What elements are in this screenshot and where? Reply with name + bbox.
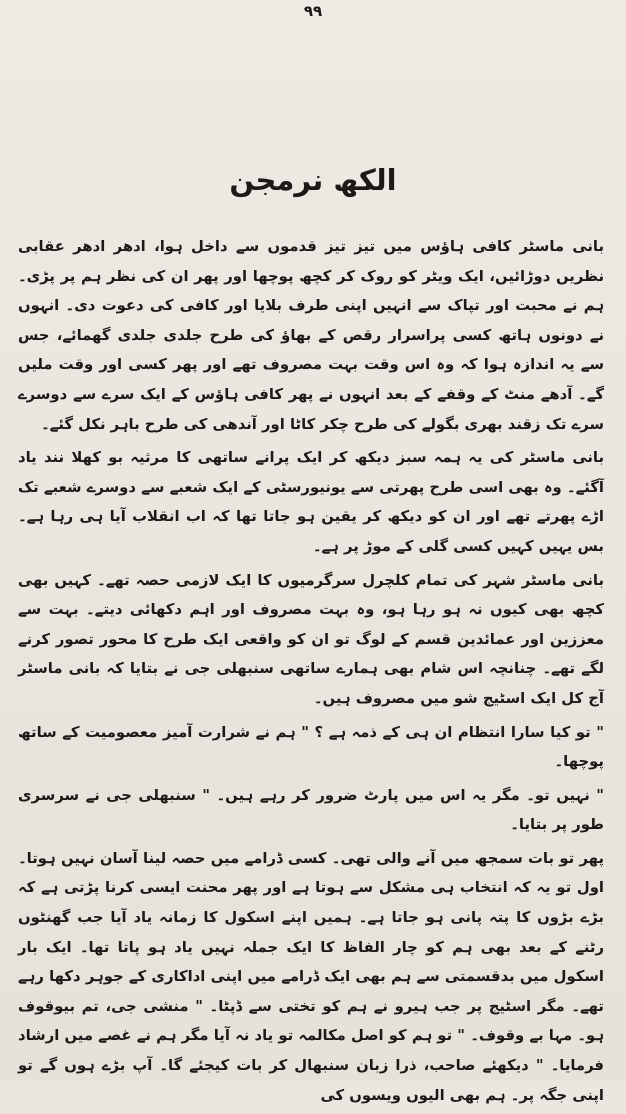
- body-text: [18, 232, 604, 1114]
- paragraph: پھر تو بات سمجھ میں آنے والی تھی۔ کسی ڈرامے میں حصہ لینا آسان نہیں ہوتا۔ اول تو یہ کہ انتخاب ہی مشکل سے ہوتا ہے اور پھر محنت ایسی کرنا پڑتی ہے کہ بڑے بڑوں کا پتہ پانی ہو جاتا ہے۔ ہمیں اپنے اسکول کا زمانہ یاد آیا جب گھنٹوں رٹنے کے بعد بھی ہم کو چار الفاظ کا ایک جملہ نہیں یاد ہو پاتا تھا۔ ایک بار اسکول میں بدقسمتی سے ہم بھی ایک ڈرامے میں اپنی اداکاری کے جوہر دکھا رہے تھے۔ مگر اسٹیج پر جب ہیرو نے ہم کو تختی سے ڈپٹا۔ " منشی جی، تم بیوقوف ہو۔ مہا بے وقوف۔ " تو ہم کو اصل مکالمہ تو یاد نہ آیا مگر ہم نے غصے میں ارشاد فرمایا۔ " دیکھئے صاحب، ذرا زبان سنبھال کر بات کیجئے گا۔ آپ بڑے ہوں گے تو اپنی جگہ پر۔ ہم بھی الیوں ویسوں کی: [18, 849, 604, 1104]
- paragraph: بانی ماسٹر کی یہ ہمہ سبز دیکھ کر ایک پرانے ساتھی کا مرثیہ بو کھلا نند یاد آگئے۔ وہ بھی اسی طرح پھرتی سے یونیورسٹی کے ایک شعبے سے دوسرے شعبے تک اڑے پھرتے تھے اور ان کو دیکھ کر یقین ہو جاتا تھا کہ اب انقلاب آیا ہی رہا ہے۔ بس یہیں کہیں کسی گلی کے موڑ پر ہے۔: [18, 449, 604, 555]
- paragraph: بانی ماسٹر کافی ہاؤس میں تیز تیز قدموں سے داخل ہوا، ادھر ادھر عقابی نظریں دوڑائیں، ایک ویٹر کو روک کر کچھ پوچھا اور پھر ان کی نظر ہم پر پڑی۔ ہم نے محبت اور تپاک سے انہیں اپنی طرف بلایا اور کافی کی دعوت دی۔ انہوں نے دونوں ہاتھ کسی پراسرار رقص کے بھاؤ کی طرح جلدی جلدی گھمائے، جس سے یہ اندازہ ہوا کہ وہ اس وقت بہت مصروف تھے اور پھر کسی اور وقت ملیں گے۔ آدھے منٹ کے وقفے کے بعد انہوں نے پھر کافی ہاؤس کے ایک سرے سے دوسرے سرے تک زقند بھری بگولے کی طرح چکر کاٹا اور آندھی کی طرح باہر نکل گئے۔: [18, 238, 604, 433]
- page-number: ۹۹: [303, 2, 323, 20]
- chapter-title: الکھ نرمجن: [229, 163, 397, 197]
- paragraph: " نہیں تو۔ مگر یہ اس میں پارٹ ضرور کر رہے ہیں۔ " سنبھلی جی نے سرسری طور پر بتایا۔: [18, 786, 604, 834]
- paragraph: بانی ماسٹر شہر کی تمام کلچرل سرگرمیوں کا ایک لازمی حصہ تھے۔ کہیں بھی کچھ بھی کیوں نہ ہو رہا ہو، وہ بہت مصروف اور اہم دکھائی دیتے۔ بہت سے معززین اور عمائدین قسم کے لوگ تو ان کو واقعی ایک طرح کا محور تصور کرنے لگے تھے۔ چنانچہ اس شام بھی ہمارے ساتھی سنبھلی جی نے بتایا کہ بانی ماسٹر آج کل ایک اسٹیج شو میں مصروف ہیں۔: [18, 571, 604, 707]
- paragraph: " تو کیا سارا انتظام ان ہی کے ذمہ ہے ؟ " ہم نے شرارت آمیز معصومیت کے ساتھ پوچھا۔: [18, 723, 604, 771]
